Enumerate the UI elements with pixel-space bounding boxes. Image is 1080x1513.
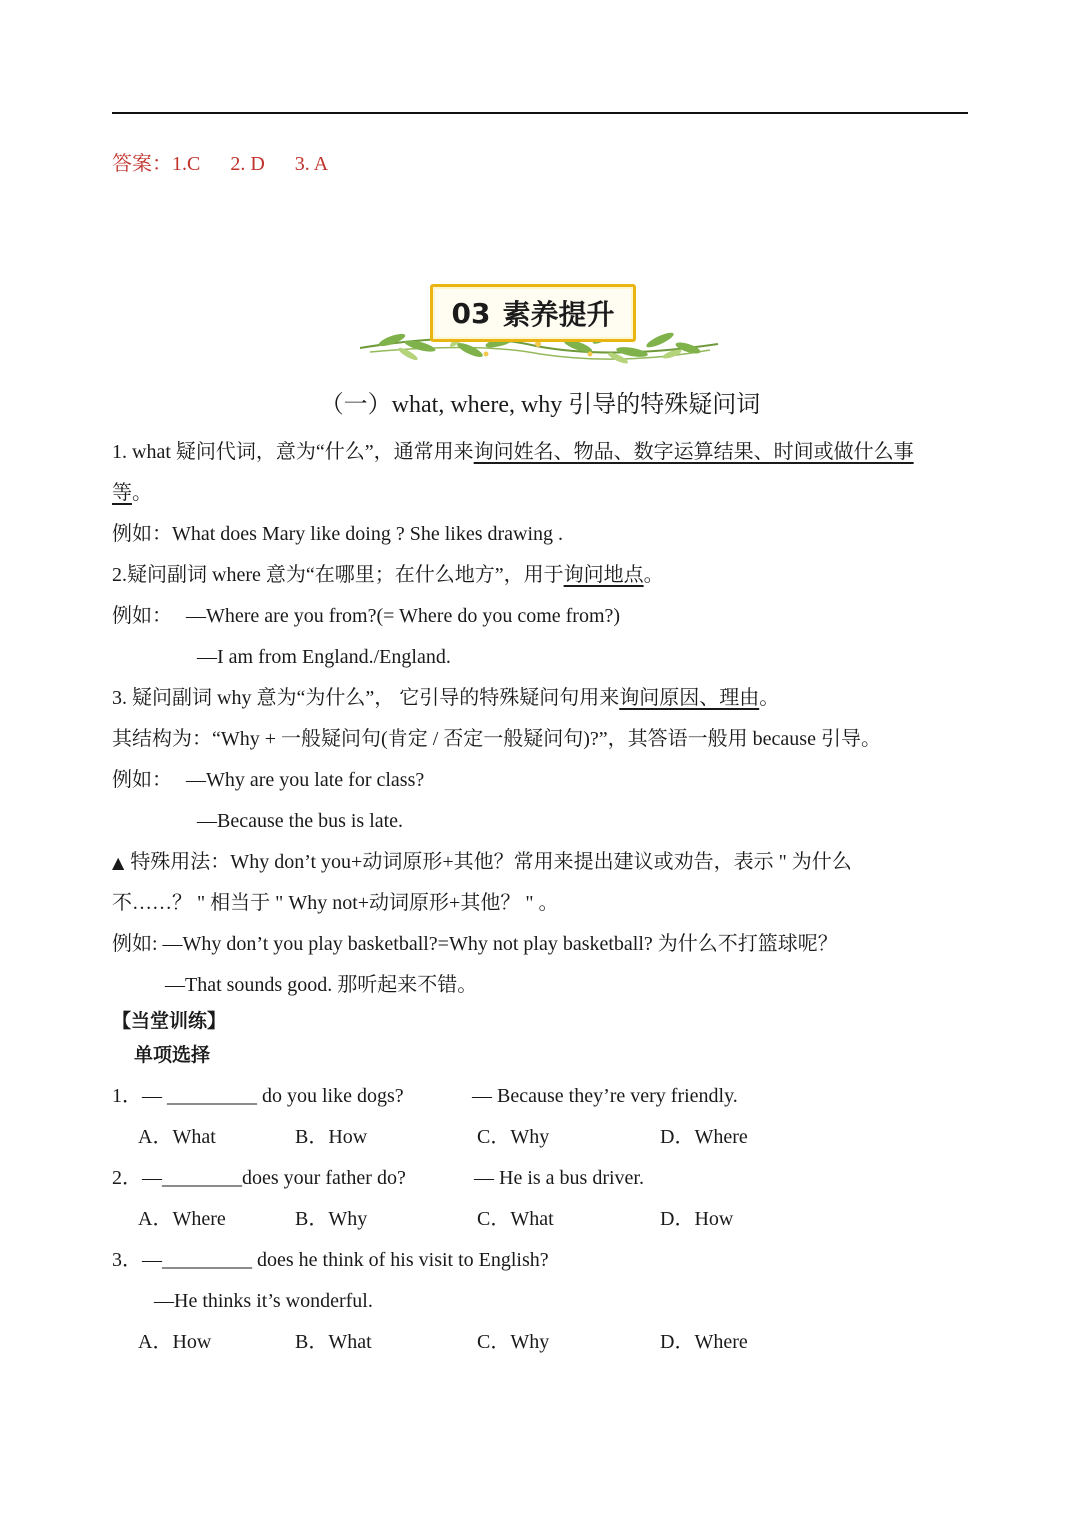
question-1-stem: 1．— _________ do you like dogs? — [112, 1085, 404, 1107]
question-1-reply: — Because they’re very friendly. — [472, 1085, 738, 1107]
question-2-stem: 2．—________does your father do? — [112, 1167, 406, 1189]
question-3-reply: —He thinks it’s wonderful. — [154, 1290, 373, 1312]
question-1-option-c[interactable]: C．Why — [477, 1126, 550, 1148]
where-underlined: 询问地点 — [563, 564, 644, 586]
where-end: 。 — [643, 564, 664, 586]
special-usage-cont: 不……？ " 相当于 " Why not+动词原形+其他？ " 。 — [112, 892, 559, 914]
what-end: 。 — [132, 482, 152, 504]
answer-1: 1.C — [172, 153, 201, 175]
question-1-option-b[interactable]: B．How — [295, 1126, 368, 1148]
question-1-option-d[interactable]: D．Where — [660, 1126, 748, 1148]
why-structure: 其结构为：“Why + 一般疑问句(肯定 / 否定一般疑问句)?”，其答语一般用 because 引导。 — [112, 728, 881, 750]
banner-title-box — [430, 284, 636, 342]
paragraph-why — [112, 685, 779, 711]
practice-subtitle: 单项选择 — [134, 1044, 211, 1066]
question-2-option-b[interactable]: B．Why — [295, 1208, 368, 1230]
example-whynot-q: 例如: —Why don’t you play basketball?=Why not play basketball? 为什么不打篮球呢？ — [112, 933, 838, 955]
question-1-option-a[interactable]: A．What — [138, 1126, 216, 1148]
why-end: 。 — [759, 687, 780, 709]
answer-3: 3. A — [294, 153, 329, 175]
banner-title: 素养提升 — [502, 298, 615, 331]
example-label: 例如： — [112, 605, 172, 627]
answer-2: 2. D — [230, 153, 265, 175]
example-why-a: —Because the bus is late. — [197, 810, 404, 832]
paragraph-what-cont — [112, 480, 152, 506]
section-heading: （一）what, where, why 引导的特殊疑问词 — [319, 392, 761, 418]
practice-title: 【当堂训练】 — [112, 1010, 227, 1032]
why-text: 3. 疑问副词 why 意为“为什么”， 它引导的特殊疑问句用来 — [112, 687, 620, 709]
question-3-option-c[interactable]: C．Why — [477, 1331, 550, 1353]
answer-key — [112, 151, 358, 177]
where-text: 2.疑问副词 where 意为“在哪里；在什么地方”，用于 — [112, 564, 564, 586]
what-text: 1. what 疑问代词，意为“什么”，通常用来 — [112, 441, 474, 463]
banner-number: 03 — [451, 296, 491, 330]
question-3-option-d[interactable]: D．Where — [660, 1331, 748, 1353]
triangle-icon: ▲ — [112, 853, 125, 872]
question-3-option-b[interactable]: B．What — [295, 1331, 372, 1353]
question-2-reply: — He is a bus driver. — [474, 1167, 644, 1189]
example-label: 例如： — [112, 769, 172, 791]
what-underlined: 询问姓名、物品、数字运算结果、时间或做什么事 — [473, 441, 914, 463]
special-usage-text: 特殊用法：Why don’t you+动词原形+其他？常用来提出建议或劝告，表示 " 为什么 — [130, 851, 852, 873]
example-where-question: —Where are you from?(= Where do you come from?) — [186, 605, 621, 627]
special-usage — [112, 849, 852, 876]
example-what: 例如：What does Mary like doing ? She likes drawing . — [112, 523, 564, 545]
why-underlined: 询问原因、理由 — [619, 687, 760, 709]
question-2-option-c[interactable]: C．What — [477, 1208, 554, 1230]
example-where-q — [112, 603, 620, 629]
example-where-a: —I am from England./England. — [197, 646, 451, 668]
header-rule — [112, 112, 968, 114]
question-2-option-d[interactable]: D．How — [660, 1208, 734, 1230]
paragraph-what — [112, 439, 914, 465]
what-underlined-2: 等 — [112, 482, 132, 504]
answer-label: 答案： — [112, 153, 172, 175]
example-why-question: —Why are you late for class? — [186, 769, 425, 791]
section-banner — [350, 280, 722, 370]
question-2-option-a[interactable]: A．Where — [138, 1208, 226, 1230]
paragraph-where — [112, 562, 664, 588]
question-3-stem: 3．—_________ does he think of his visit to English? — [112, 1249, 549, 1271]
question-3-option-a[interactable]: A．How — [138, 1331, 212, 1353]
example-why-q — [112, 767, 424, 793]
example-whynot-a: —That sounds good. 那听起来不错。 — [165, 974, 478, 996]
